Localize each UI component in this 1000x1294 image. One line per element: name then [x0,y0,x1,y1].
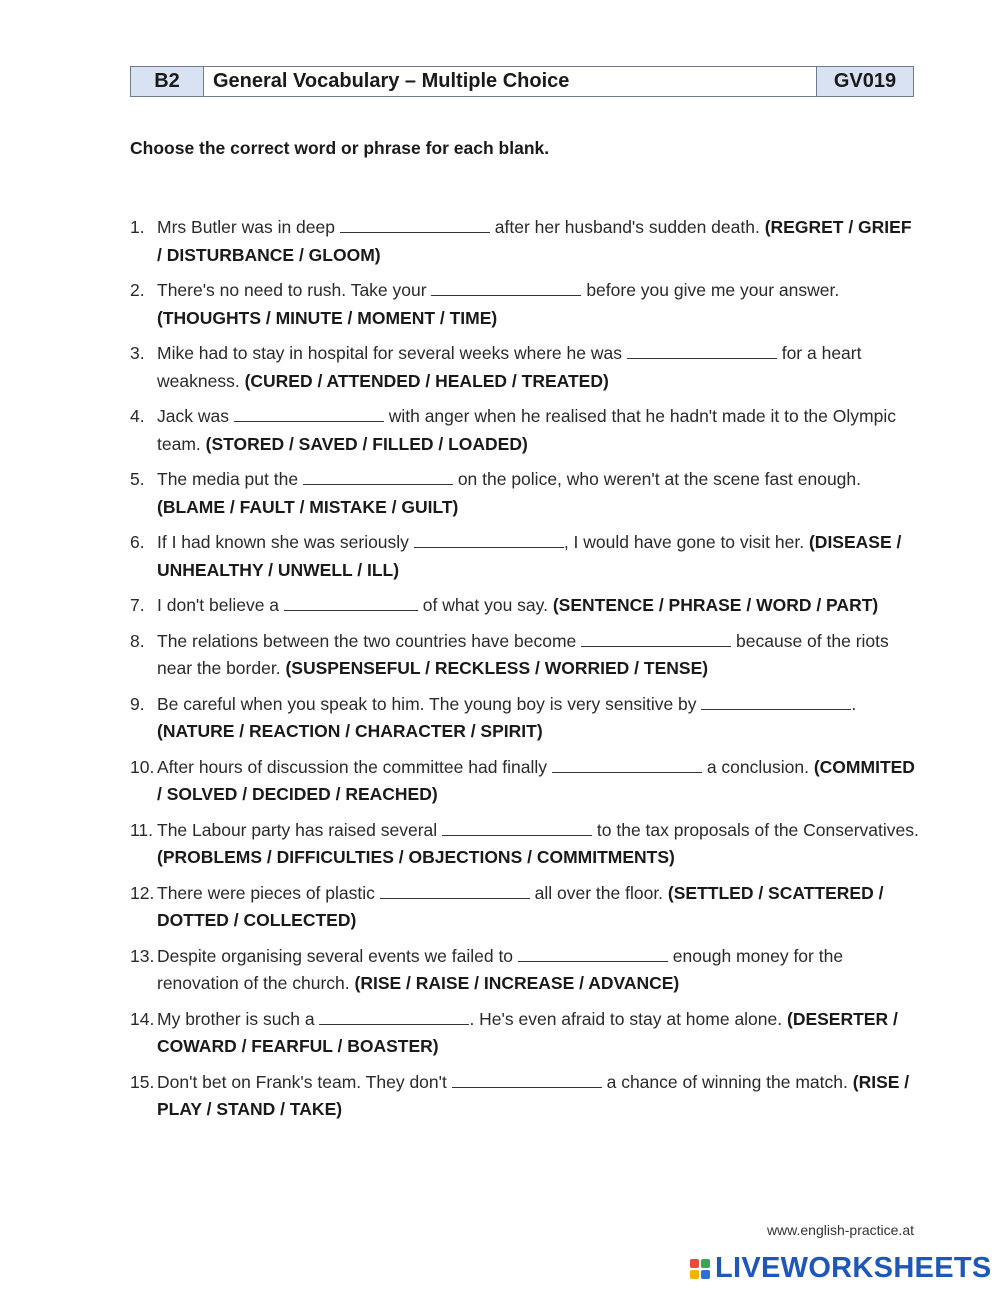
question-item [130,466,920,521]
answer-options: (THOUGHTS / MINUTE / MOMENT / TIME) [157,307,498,328]
question-number: 9. [130,693,145,714]
question-number: 7. [130,595,145,615]
answer-options: (REGRET / GRIEF / DISTURBANCE / GLOOM) [157,217,912,265]
question-item [130,592,920,620]
level-cell: B2 [131,67,204,96]
answer-blank[interactable] [552,756,702,773]
question-text-after: before you give me your answer. [586,280,840,300]
question-text-before: Despite organising several events we failed to [157,945,514,966]
liveworksheets-brand: LIVEWORKSHEETS [715,1252,992,1284]
question-text-before: The media put the [157,469,299,489]
question-list [130,214,920,1132]
question-item [130,277,920,332]
question-item [130,943,920,998]
question-item [130,754,920,809]
question-text-after: enough money for the renovation of the church. [157,945,844,993]
answer-blank[interactable] [518,945,668,962]
question-text-after: . He's even afraid to stay at home alone. [469,1008,783,1029]
answer-blank[interactable] [452,1071,602,1088]
question-text-after: for a heart weakness. [157,343,862,391]
question-number: 6. [130,532,145,552]
question-text-after: , I would have gone to visit her. [563,532,805,552]
question-item [130,529,920,584]
answer-options: (PROBLEMS / DIFFICULTIES / OBJECTIONS / COMMITMENTS) [157,847,675,867]
answer-options: (RISE / RAISE / INCREASE / ADVANCE) [354,973,680,993]
question-number: 15. [130,1071,155,1092]
answer-blank[interactable] [581,630,731,647]
question-number: 11. [130,819,154,840]
answer-options: (BLAME / FAULT / MISTAKE / GUILT) [157,496,459,517]
question-text-after: of what you say. [422,595,548,615]
liveworksheets-logo [690,1252,992,1285]
answer-options: (COMMITED / SOLVED / DECIDED / REACHED) [157,756,915,804]
answer-options: (SENTENCE / PHRASE / WORD / PART) [552,595,879,615]
question-text-before: There's no need to rush. Take your [157,280,427,300]
answer-options: (STORED / SAVED / FILLED / LOADED) [205,433,528,454]
logo-square [690,1270,699,1279]
question-text-before: Jack was [157,406,229,426]
answer-blank[interactable] [319,1008,469,1025]
answer-blank[interactable] [627,342,777,359]
answer-blank[interactable] [380,882,530,899]
question-text-before: If I had known she was seriously [157,532,409,552]
question-text-after: with anger when he realised that he hadn't made it to the Olympic team. [157,406,896,454]
question-text-after: to the tax proposals of the Conservatives. [596,819,919,840]
worksheet-code: GV019 [817,67,913,96]
question-number: 2. [130,280,145,300]
question-number: 8. [130,630,145,651]
logo-square [701,1259,710,1268]
answer-options: (RISE / PLAY / STAND / TAKE) [157,1071,910,1119]
question-text-before: I don't believe a [157,595,280,615]
answer-options: (CURED / ATTENDED / HEALED / TREATED) [244,370,609,391]
answer-blank[interactable] [234,405,384,422]
question-text-after: on the police, who weren't at the scene fast enough. [457,469,862,489]
answer-blank[interactable] [303,468,453,485]
question-text-before: After hours of discussion the committee had finally [157,756,548,777]
answer-blank[interactable] [701,693,851,710]
question-number: 1. [130,217,145,237]
question-text-after: a chance of winning the match. [606,1071,848,1092]
answer-options: (DISEASE / UNHEALTHY / UNWELL / ILL) [157,532,902,580]
question-text-after: all over the floor. [534,882,664,903]
liveworksheets-mark-icon [690,1259,710,1279]
answer-blank[interactable] [340,216,490,233]
answer-blank[interactable] [284,594,418,611]
question-number: 12. [130,882,155,903]
logo-square [690,1259,699,1268]
question-number: 4. [130,406,145,426]
question-item [130,880,920,935]
question-number: 14. [130,1008,155,1029]
instruction: Choose the correct word or phrase for each blank. [130,138,550,158]
question-text-before: There were pieces of plastic [157,882,375,903]
question-item [130,403,920,458]
question-text-before: The relations between the two countries have become [157,630,577,651]
answer-blank[interactable] [431,279,581,296]
question-text-before: The Labour party has raised several [157,819,438,840]
footer-website: www.english-practice.at [766,1222,914,1238]
question-item [130,817,920,872]
question-number: 10. [130,756,155,777]
answer-options: (NATURE / REACTION / CHARACTER / SPIRIT) [157,721,543,741]
question-item [130,340,920,395]
question-text-before: Mrs Butler was in deep [157,217,335,237]
question-number: 5. [130,469,145,489]
question-text-after: a conclusion. [706,756,809,777]
question-item [130,214,920,269]
question-text-after: after her husband's sudden death. [494,217,760,237]
logo-square [701,1270,710,1279]
question-item [130,1069,920,1124]
question-number: 3. [130,343,145,363]
answer-blank[interactable] [414,531,564,548]
answer-blank[interactable] [442,819,592,836]
question-text-before: Be careful when you speak to him. The young boy is very sensitive by [157,693,697,714]
worksheet-title: General Vocabulary – Multiple Choice [204,67,817,96]
question-text-before: Don't bet on Frank's team. They don't [157,1071,447,1092]
question-number: 13. [130,945,155,966]
question-text-after: . [851,693,857,714]
question-text-after: because of the riots near the border. [157,630,889,678]
answer-options: (SUSPENSEFUL / RECKLESS / WORRIED / TENSE) [285,658,709,678]
question-item [130,691,920,746]
question-text-before: My brother is such a [157,1008,315,1029]
header-table [130,66,914,97]
question-text-before: Mike had to stay in hospital for several weeks where he was [157,343,622,363]
question-item [130,628,920,683]
question-item [130,1006,920,1061]
answer-options: (DESERTER / COWARD / FEARFUL / BOASTER) [157,1008,898,1056]
answer-options: (SETTLED / SCATTERED / DOTTED / COLLECTED) [157,882,884,930]
